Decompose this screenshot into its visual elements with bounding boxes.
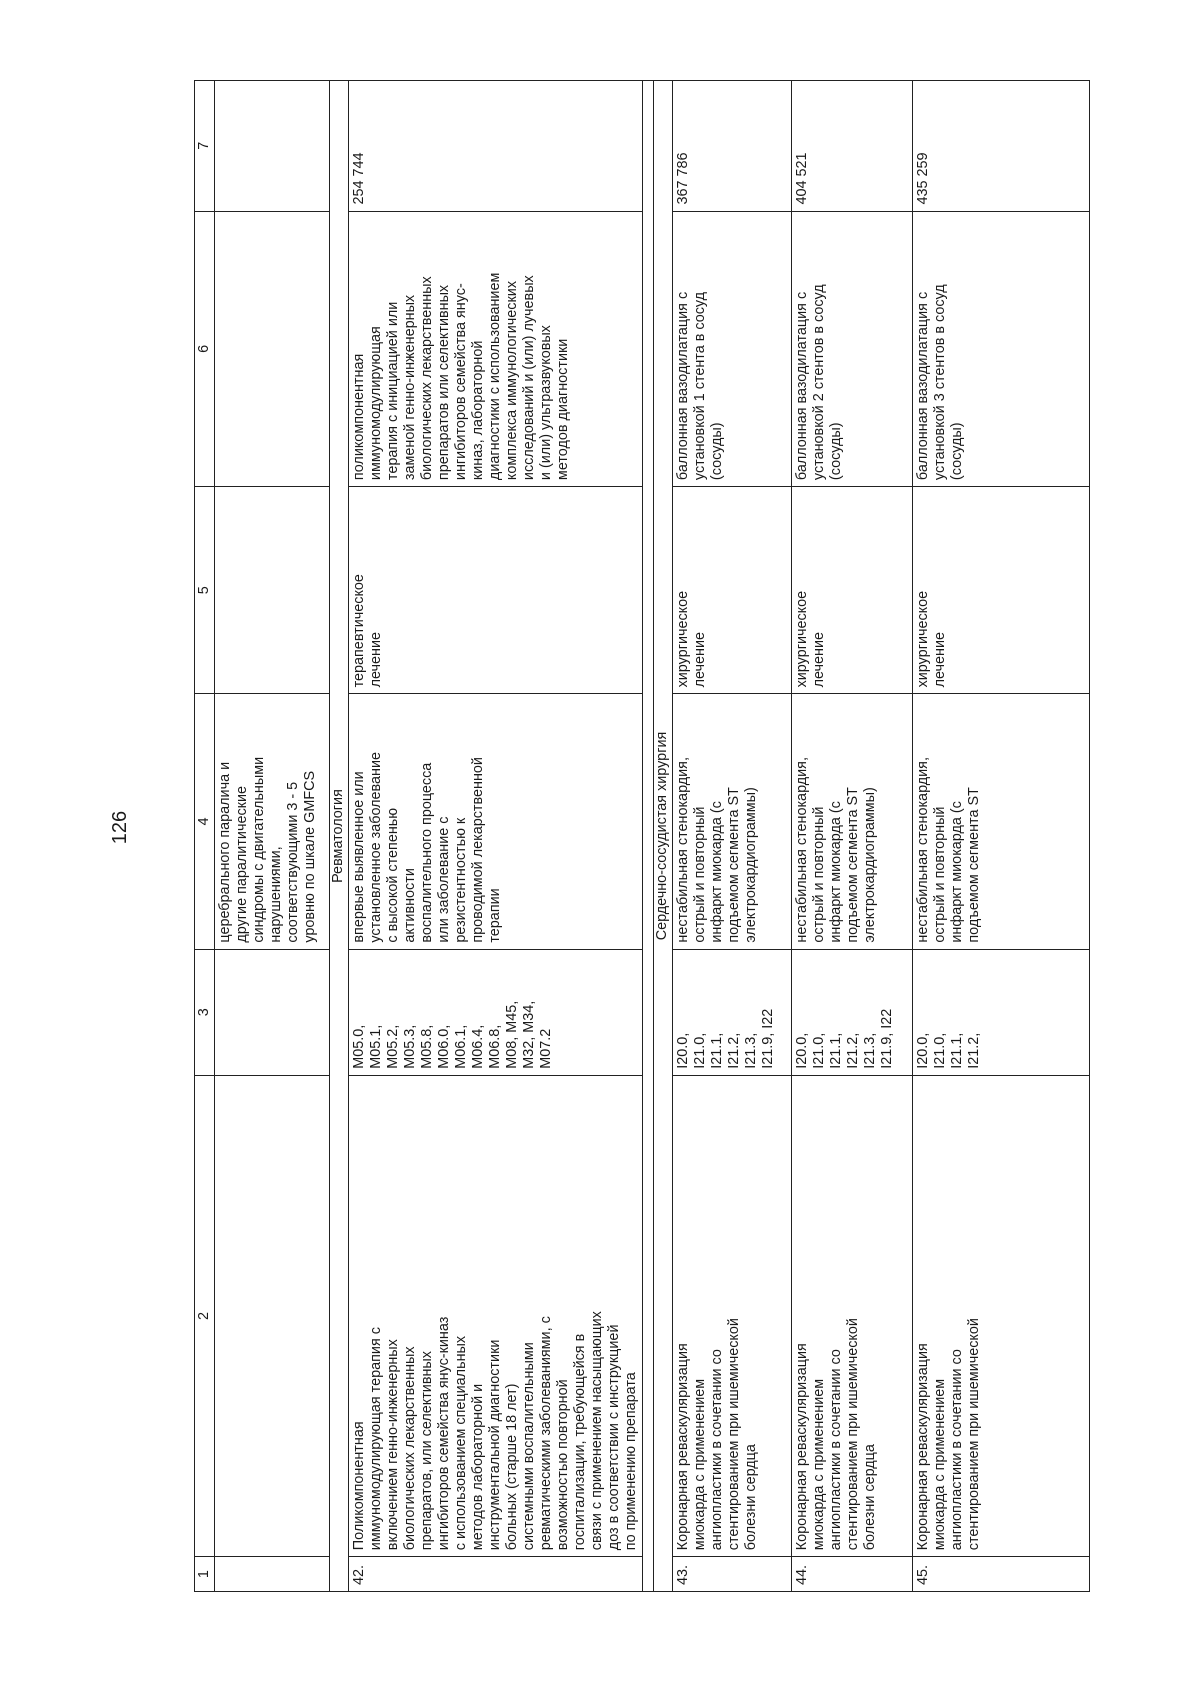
text-line: резистентностью к [453, 817, 469, 943]
text-line: терапии [487, 888, 503, 943]
code-line: I21.9, I22 [760, 1008, 776, 1069]
cell-model [673, 694, 792, 949]
code-line: I21.0, [932, 1032, 948, 1069]
text-line: и (или) ультразвуковых [538, 325, 554, 481]
header-cell: 3 [195, 949, 215, 1075]
text-line: лечение [811, 632, 827, 688]
text-line: Коронарная реваскуляризация [915, 1343, 931, 1551]
table-row [913, 81, 1090, 1592]
cell-name [673, 1075, 792, 1556]
code-line: I20.0, [794, 1032, 810, 1069]
text-line: стентированием при ишемической [845, 1318, 861, 1551]
text-line: доз в соответствии с инструкцией [606, 1324, 622, 1551]
text-line: острый и повторный [811, 806, 827, 943]
text-line: активности [402, 868, 418, 943]
code-line: I20.0, [915, 1032, 931, 1069]
section-title-rheumatology: Ревматология [330, 81, 349, 1592]
text-line: ангиопластики в сочетании со [709, 1349, 725, 1551]
code-line: I21.1, [828, 1032, 844, 1069]
header-cell: 1 [195, 1557, 215, 1592]
text-line: иммуномодулирующая терапия с [368, 1327, 384, 1551]
text-line: ингибиторов семейства янус- [453, 283, 469, 481]
code-line: M32, M34, [521, 1000, 537, 1069]
text-line: (сосуды) [949, 422, 965, 481]
text-line: иммуномодулирующая [368, 326, 384, 481]
text-line: подъемом сегмента ST [845, 787, 861, 943]
text-line: с высокой степенью [385, 807, 401, 943]
text-line: комплекса иммунологических [504, 280, 520, 481]
text-line: инфаркт миокарда (с [828, 801, 844, 943]
text-line: подъемом сегмента ST [966, 787, 982, 943]
code-line: M05.1, [368, 1024, 384, 1069]
text-line: синдромы с двигательными [251, 756, 267, 943]
code-line: M05.8, [419, 1024, 435, 1069]
text-line: хирургическое [915, 590, 931, 688]
text-line: баллонная вазодилатация с [794, 291, 810, 481]
text-line: заменой генно-инженерных [402, 294, 418, 481]
code-line: I21.2, [966, 1032, 982, 1069]
text-line: методов диагностики [555, 338, 571, 481]
text-line: терапия с инициацией или [385, 301, 401, 481]
text-line: установкой 2 стентов в сосуд [811, 284, 827, 481]
table-row [673, 81, 792, 1592]
text-line: ангиопластики в сочетании со [949, 1349, 965, 1551]
cell-codes [913, 949, 1090, 1075]
text-line: установкой 3 стентов в сосуд [932, 284, 948, 481]
cell-method [913, 211, 1090, 487]
text-line: инфаркт миокарда (с [949, 801, 965, 943]
text-line: (сосуды) [828, 422, 844, 481]
text-line: госпитализации, требующейся в [572, 1333, 588, 1551]
text-line: установкой 1 стента в сосуд [692, 291, 708, 481]
code-line: I21.3, [743, 1032, 759, 1069]
text-line: хирургическое [794, 590, 810, 688]
text-line: болезни сердца [862, 1444, 878, 1551]
code-line: I21.2, [845, 1032, 861, 1069]
text-line: возможностью повторной [555, 1379, 571, 1551]
cell-method [215, 211, 330, 487]
cell-name [792, 1075, 913, 1556]
text-line: проводимой лекарственной [470, 757, 486, 943]
text-line: хирургическое [675, 590, 691, 688]
row-number: 42. [349, 1557, 643, 1592]
code-line: M06.4, [470, 1024, 486, 1069]
text-line: нарушениями, [268, 846, 284, 943]
cell-model [215, 694, 330, 949]
code-line: I21.0, [692, 1032, 708, 1069]
code-line: M06.0, [436, 1024, 452, 1069]
header-cell: 4 [195, 694, 215, 949]
cell-type [349, 487, 643, 694]
text-line: стентированием при ишемической [966, 1318, 982, 1551]
text-line: системными воспалительными [521, 1342, 537, 1551]
text-line: миокарда с применением [932, 1378, 948, 1551]
row-number: 44. [792, 1557, 913, 1592]
code-line: I21.1, [709, 1032, 725, 1069]
text-line: миокарда с применением [811, 1378, 827, 1551]
text-line: церебрального паралича и [217, 761, 233, 943]
cell-value [215, 81, 330, 212]
text-line: лечение [692, 632, 708, 688]
text-line: электрокардиограммы) [743, 787, 759, 943]
text-line: препаратов, или селективных [419, 1351, 435, 1551]
text-line: диагностики с использованием [487, 272, 503, 481]
cell-codes [349, 949, 643, 1075]
row-number: 45. [913, 1557, 1090, 1592]
text-line: электрокардиограммы) [862, 787, 878, 943]
text-line: (сосуды) [709, 422, 725, 481]
code-line: I21.0, [811, 1032, 827, 1069]
cell-codes [792, 949, 913, 1075]
text-line: нестабильная стенокардия, [675, 757, 691, 943]
code-line: I21.9, I22 [879, 1008, 895, 1069]
text-line: воспалительного процесса [419, 762, 435, 943]
text-line: острый и повторный [692, 806, 708, 943]
text-line: с использованием специальных [453, 1335, 469, 1551]
text-line: лечение [368, 632, 384, 688]
text-line: подъемом сегмента ST [726, 787, 742, 943]
code-line: M05.2, [385, 1024, 401, 1069]
section-row [654, 81, 673, 1592]
header-row [195, 81, 215, 1592]
cell-codes [215, 949, 330, 1075]
cell-value: 367 786 [673, 81, 792, 212]
text-line: биологических лекарственных [402, 1346, 418, 1551]
cell-name [215, 1075, 330, 1556]
cell-name [913, 1075, 1090, 1556]
cell-value: 254 744 [349, 81, 643, 212]
cell-type [215, 487, 330, 694]
cell-num [215, 1557, 330, 1592]
text-line: инструментальной диагностики [487, 1339, 503, 1551]
rotated-table-container [194, 80, 1090, 1592]
section-title-cardiovascular: Сердечно-сосудистая хирургия [654, 81, 673, 1592]
cell-model [792, 694, 913, 949]
text-line: по применению препарата [623, 1372, 639, 1551]
page-number: 126 [109, 810, 132, 845]
text-line: связи с применением насыщающих [589, 1311, 605, 1551]
services-table [194, 80, 1090, 1592]
spacer-row [643, 81, 654, 1592]
text-line: инфаркт миокарда (с [709, 801, 725, 943]
text-line: ангиопластики в сочетании со [828, 1349, 844, 1551]
code-line: M05.3, [402, 1024, 418, 1069]
text-line: болезни сердца [743, 1444, 759, 1551]
code-line: M06.1, [453, 1024, 469, 1069]
text-line: методов лабораторной и [470, 1383, 486, 1551]
text-line: стентированием при ишемической [726, 1318, 742, 1551]
text-line: Коронарная реваскуляризация [794, 1343, 810, 1551]
cell-model [913, 694, 1090, 949]
header-cell: 6 [195, 211, 215, 487]
text-line: исследований и (или) лучевых [521, 275, 537, 481]
text-line: миокарда с применением [692, 1378, 708, 1551]
text-line: терапевтическое [351, 574, 367, 688]
table-row [349, 81, 643, 1592]
text-line: баллонная вазодилатация с [915, 291, 931, 481]
continuation-row [215, 81, 330, 1592]
text-line: ингибиторов семейства янус-киназ [436, 1316, 452, 1551]
code-line: M07.2 [538, 1028, 554, 1069]
code-line: I21.2, [726, 1032, 742, 1069]
code-line: M05.0, [351, 1024, 367, 1069]
text-line: Коронарная реваскуляризация [675, 1343, 691, 1551]
text-line: установленное заболевание [368, 751, 384, 943]
text-line: включением генно-инженерных [385, 1339, 401, 1551]
table-row [792, 81, 913, 1592]
text-line: впервые выявленное или [351, 771, 367, 943]
text-line: баллонная вазодилатация с [675, 291, 691, 481]
row-number: 43. [673, 1557, 792, 1592]
code-line: I21.1, [949, 1032, 965, 1069]
text-line: лечение [932, 632, 948, 688]
cell-type [792, 487, 913, 694]
cell-type [913, 487, 1090, 694]
text-line: или заболевание с [436, 816, 452, 943]
text-line: препаратов или селективных [436, 284, 452, 481]
code-line: M08, M45, [504, 1000, 520, 1069]
text-line: соответствующими 3 - 5 [285, 781, 301, 943]
spacer-cell [643, 81, 654, 1592]
code-line: I21.3, [862, 1032, 878, 1069]
code-line: M06.8, [487, 1024, 503, 1069]
cell-codes [673, 949, 792, 1075]
text-line: уровню по шкале GMFCS [302, 770, 318, 943]
cell-method [673, 211, 792, 487]
cell-method [792, 211, 913, 487]
cell-type [673, 487, 792, 694]
cell-value: 404 521 [792, 81, 913, 212]
cell-method [349, 211, 643, 487]
header-cell: 7 [195, 81, 215, 212]
text-line: нестабильная стенокардия, [794, 757, 810, 943]
text-line: острый и повторный [932, 806, 948, 943]
text-line: другие паралитические [234, 786, 250, 943]
text-line: Поликомпонентная [351, 1421, 367, 1551]
cell-value: 435 259 [913, 81, 1090, 212]
header-cell: 2 [195, 1075, 215, 1556]
section-row [330, 81, 349, 1592]
text-line: больных (старше 18 лет) [504, 1383, 520, 1551]
code-line: I20.0, [675, 1032, 691, 1069]
header-cell: 5 [195, 487, 215, 694]
cell-name [349, 1075, 643, 1556]
text-line: биологических лекарственных [419, 276, 435, 481]
text-line: ревматическими заболеваниями, с [538, 1316, 554, 1551]
text-line: киназ, лабораторной [470, 340, 486, 481]
cell-model [349, 694, 643, 949]
text-line: поликомпонентная [351, 353, 367, 481]
text-line: нестабильная стенокардия, [915, 757, 931, 943]
